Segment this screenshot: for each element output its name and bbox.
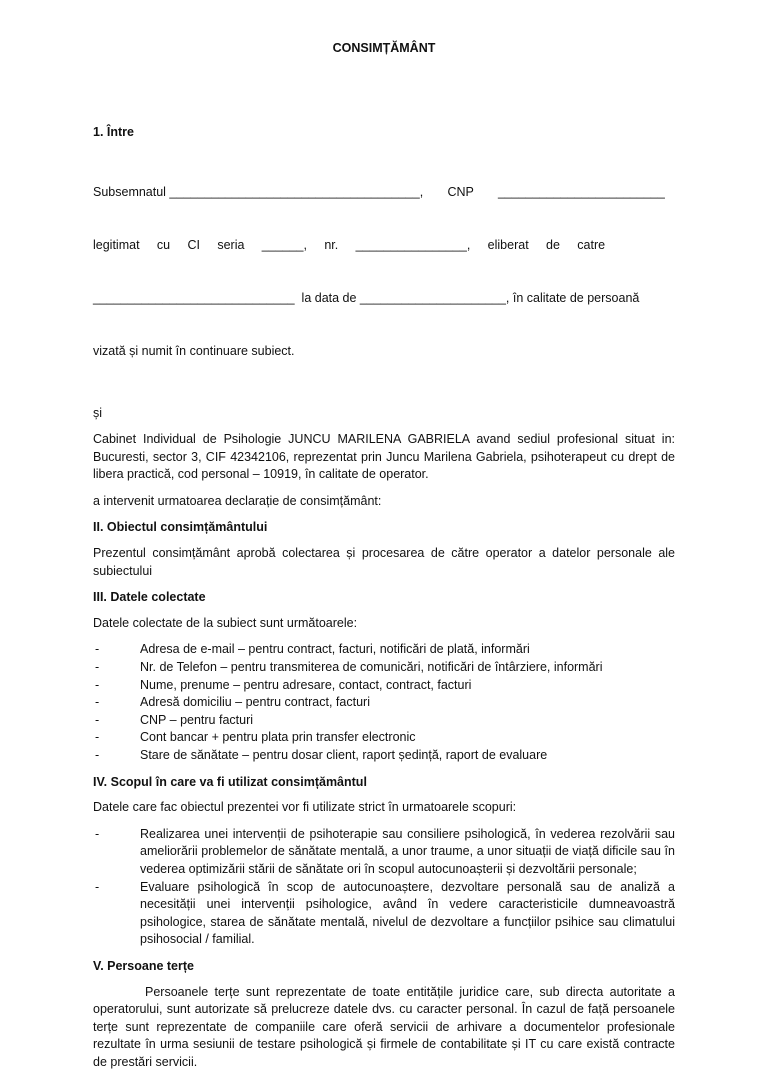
purpose-list bbox=[93, 826, 675, 949]
section-5-text: Persoanele terțe sunt reprezentate de toate entitățile juridice care, sub directa autoritate a operatorului, sunt autorizate să prelucreze datele dvs. cu caracter personal. În cazul de față persoanele terțe sunt reprezentate de companiile care oferă servicii de arhivare a documentelor profesionale rezultate în urma sesiunii de testare psihologică și firmele de contabilitate și IT cu care există contracte de prestări servicii. bbox=[93, 984, 675, 1069]
section-4-intro: Datele care fac obiectul prezentei vor fi utilizate strict în urmatoarele scopuri: bbox=[93, 800, 517, 815]
list-item: - Stare de sănătate – pentru dosar client, raport ședință, raport de evaluare bbox=[93, 747, 675, 765]
subject-line-1: Subsemnatul ____________________________________, CNP ________________________ bbox=[93, 185, 665, 200]
subject-line-4: vizată și numit în continuare subiect. bbox=[93, 343, 295, 358]
document-title: CONSIMȚĂMÂNT bbox=[332, 41, 436, 55]
list-item: - Adresă domiciliu – pentru contract, facturi bbox=[93, 694, 675, 712]
declaration-paragraph: a intervenit urmatoarea declarație de consimțământ: bbox=[93, 493, 382, 508]
section-3-heading: III. Datele colectate bbox=[93, 590, 206, 605]
section-1-heading: 1. Între bbox=[93, 124, 134, 139]
section-4-heading: IV. Scopul în care va fi utilizat consimțământul bbox=[93, 774, 367, 789]
subject-line-2: legitimat cu CI seria ______, nr. ________________, eliberat de catre bbox=[93, 238, 606, 253]
operator-paragraph: Cabinet Individual de Psihologie JUNCU MARILENA GABRIELA avand sediul profesional situat in: Bucuresti, sector 3, CIF 42342106, reprezentat prin Juncu Marilena Gabriela, psihoterapeut cu drept de libera practică, cod personal – 10919, în calitate de operator. bbox=[93, 432, 675, 482]
section-3-intro: Datele colectate de la subiect sunt următoarele: bbox=[93, 615, 358, 630]
subject-identification bbox=[93, 149, 675, 395]
list-item: - Cont bancar + pentru plata prin transfer electronic bbox=[93, 729, 675, 747]
list-item: - Nr. de Telefon – pentru transmiterea de comunicări, notificări de întârziere, informări bbox=[93, 659, 675, 677]
list-item: - Adresa de e-mail – pentru contract, facturi, notificări de plată, informări bbox=[93, 641, 675, 659]
collected-data-list bbox=[93, 641, 675, 764]
list-item: - Nume, prenume – pentru adresare, contact, contract, facturi bbox=[93, 677, 675, 695]
document-page bbox=[93, 40, 675, 1081]
section-5-heading: V. Persoane terțe bbox=[93, 958, 194, 973]
and-conjunction: și bbox=[93, 405, 103, 420]
subject-line-3: _____________________________ la data de _____________________, în calitate de persoană bbox=[93, 290, 640, 305]
section-2-text: Prezentul consimțământ aprobă colectarea și procesarea de către operator a datelor personale ale subiectului bbox=[93, 546, 675, 578]
list-item: - Evaluare psihologică în scop de autocunoaștere, dezvoltare personală sau de analiză a necesității unei intervenții psihologice, având în vedere caracteristicile dumneavoastră psihologice, starea de sănătate mentală, nivelul de dezvoltare a funcțiilor psihice sau climatului psihosocial / familial. bbox=[93, 879, 675, 949]
list-item: - CNP – pentru facturi bbox=[93, 712, 675, 730]
list-item: - Realizarea unei intervenții de psihoterapie sau consiliere psihologică, în vederea rezolvării sau ameliorării problemelor de sănătate mentală, a unor traume, a unor situații de viață dificile sau în vederea optimizării stării de sănătate ori în scopul autocunoașterii și dezvoltării personale; bbox=[93, 826, 675, 879]
section-2-heading: II. Obiectul consimțământului bbox=[93, 520, 268, 535]
